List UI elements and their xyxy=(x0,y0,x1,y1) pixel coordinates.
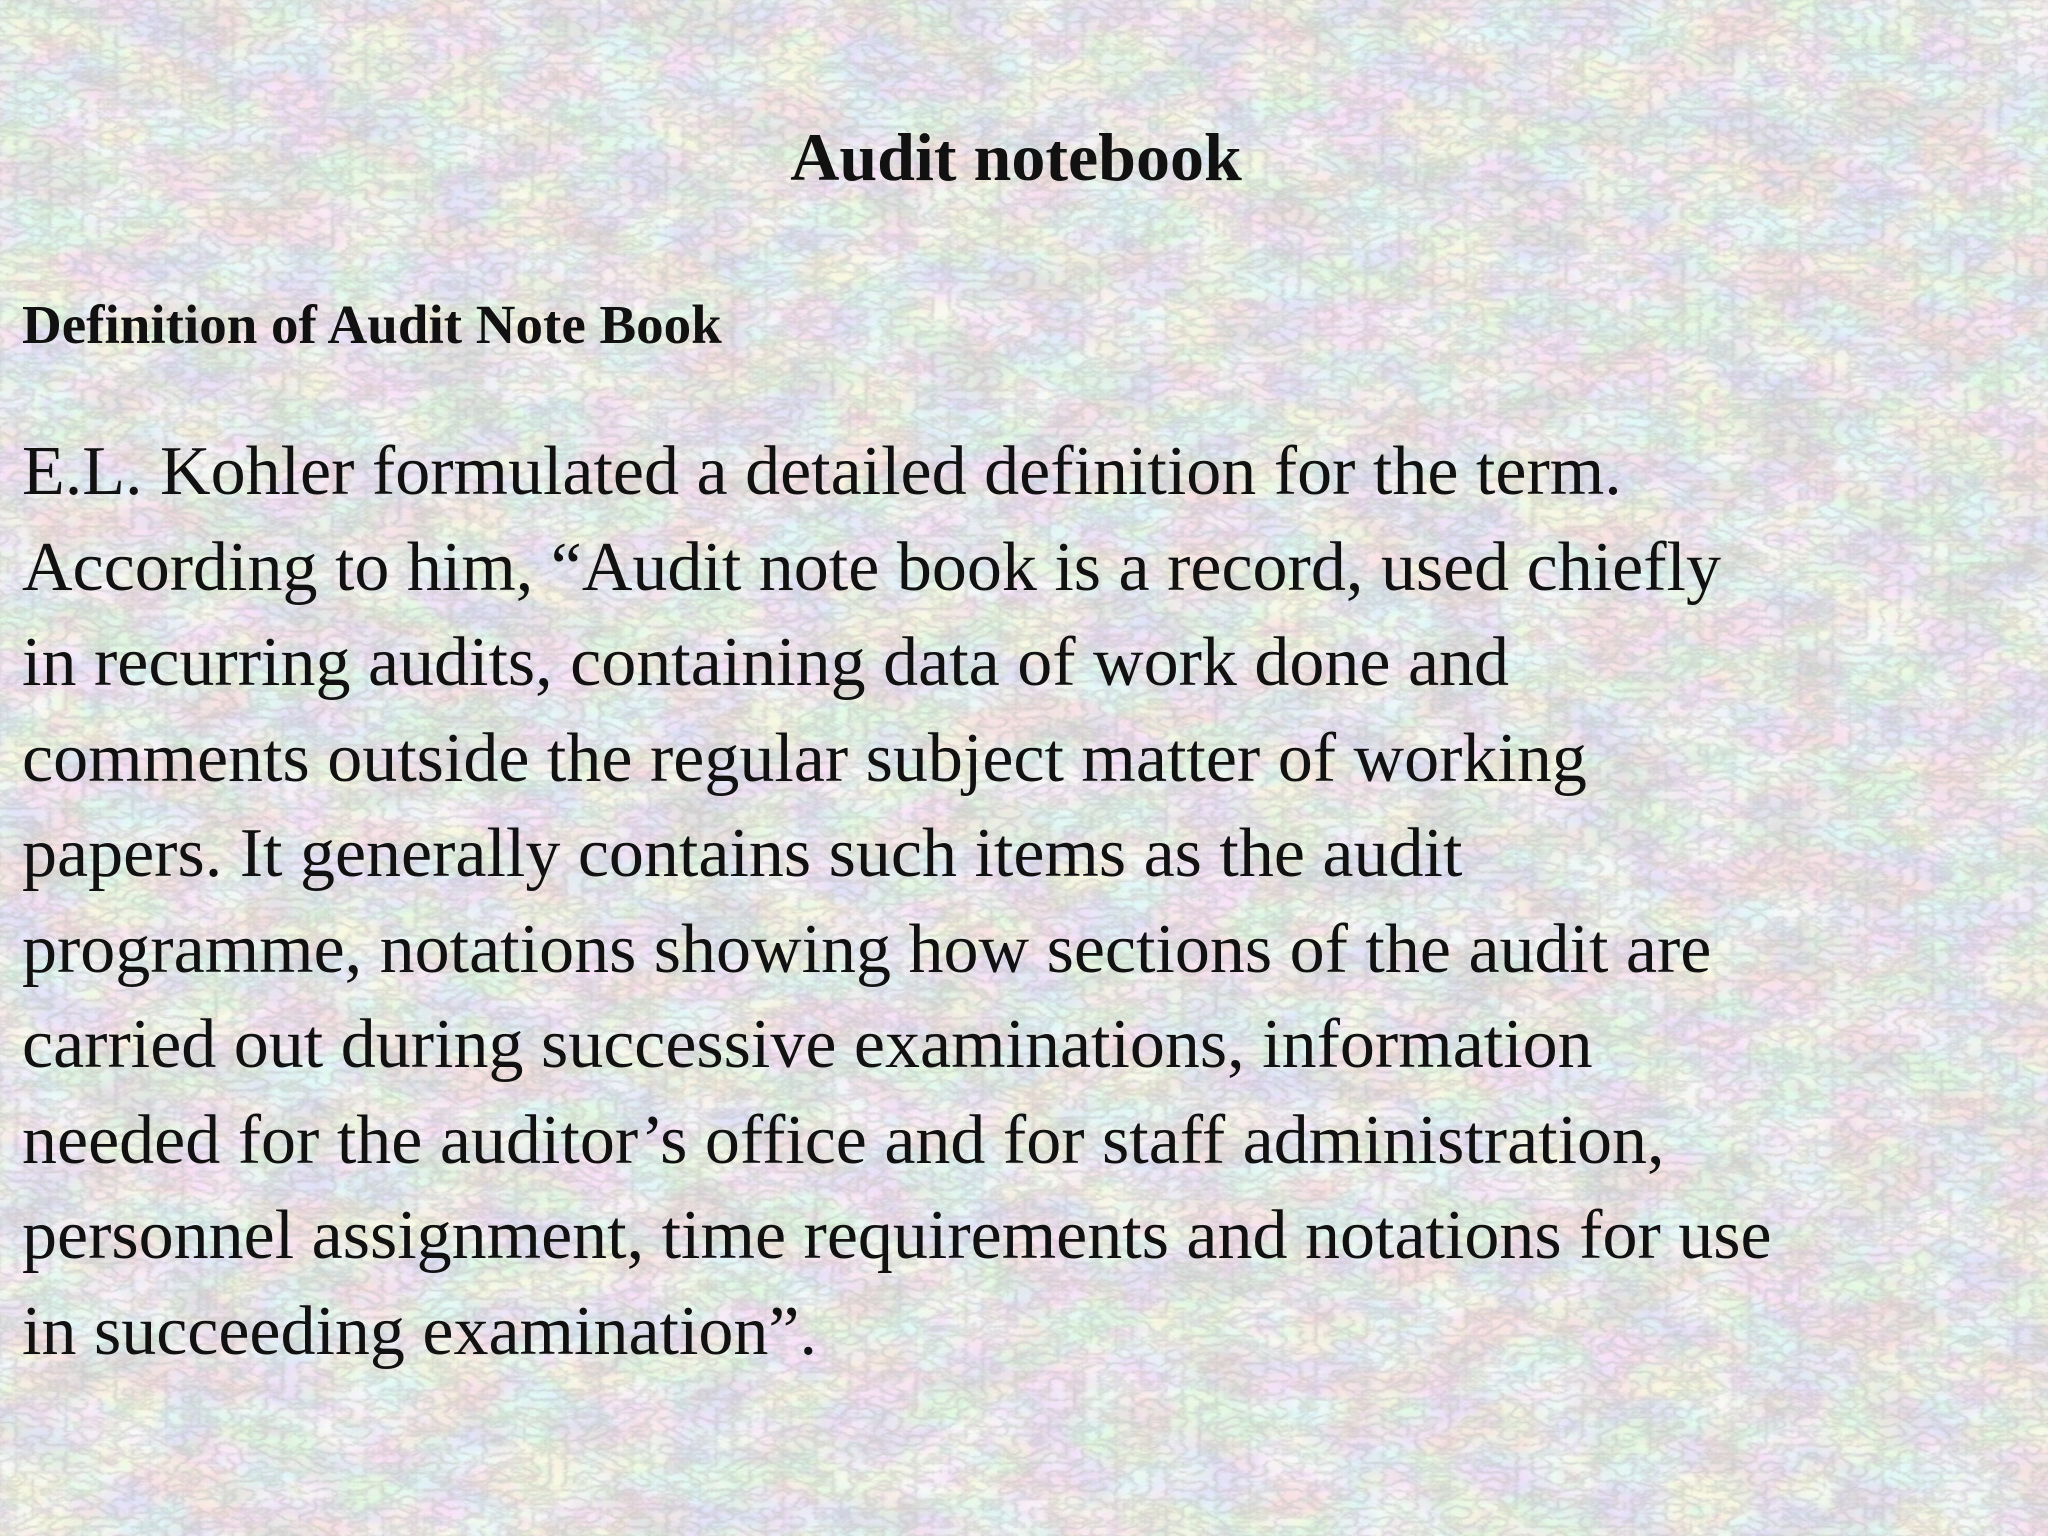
body-line: programme, notations showing how sections of the audit are xyxy=(22,910,1712,988)
slide-title: Audit notebook xyxy=(790,119,1242,195)
slide-subtitle: Definition of Audit Note Book xyxy=(22,294,722,355)
body-line: carried out during successive examinations, information xyxy=(22,1006,1593,1083)
body-line: papers. It generally contains such items as the audit xyxy=(22,815,1463,892)
body-line: According to him, “Audit note book is a record, used chiefly xyxy=(22,528,1722,606)
body-line: in recurring audits, containing data of work done and xyxy=(22,624,1510,701)
body-line: needed for the auditor’s office and for staff administration, xyxy=(22,1101,1665,1179)
body-line: E.L. Kohler formulated a detailed definition for the term. xyxy=(22,433,1622,510)
body-line: personnel assignment, time requirements and notations for use xyxy=(22,1197,1772,1274)
slide-body xyxy=(22,424,2042,1379)
body-line: comments outside the regular subject matter of working xyxy=(22,719,1587,797)
body-line: in succeeding examination”. xyxy=(22,1292,817,1370)
